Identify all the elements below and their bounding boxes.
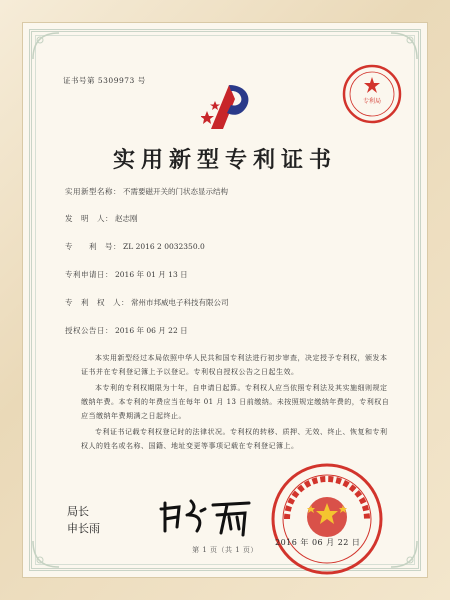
certificate-number <box>63 75 146 86</box>
grant-date-label: 授权公告日： <box>65 326 113 335</box>
director-name: 申长雨 <box>67 522 100 535</box>
patentee-value: 常州市邦威电子科技有限公司 <box>131 298 229 307</box>
field-patent-number <box>65 241 205 252</box>
certificate-paper <box>22 22 428 578</box>
patent-number-value: ZL 2016 2 0032350.0 <box>123 242 205 251</box>
filing-date-value: 2016 年 01 月 13 日 <box>115 270 188 279</box>
paragraph-term-and-fees: 本专利的专利权期限为十年，自申请日起算。专利权人应当依照专利法及其实施细则规定缴纳年费。本专利的年费应当在每年 01 月 13 日前缴纳。未按照规定缴纳年费的，专利权自应当缴纳年费期满之日起终止。 <box>81 384 390 420</box>
certificate-number-suffix: 号 <box>137 76 146 85</box>
director-title: 局长 <box>67 505 89 518</box>
seal-date: 2016 年 06 月 22 日 <box>275 538 361 547</box>
field-utility-name <box>65 186 228 197</box>
signature-block <box>67 503 100 537</box>
paragraph-grant-statement: 本实用新型经过本局依照中华人民共和国专利法进行初步审查，决定授予专利权，颁发本证书并在专利登记簿上予以登记。专利权自授权公告之日起生效。 <box>81 354 388 376</box>
certificate-title: 实用新型专利证书 <box>112 147 337 173</box>
certificate-number-label: 证书号第 <box>63 76 95 85</box>
handwritten-signature-icon <box>157 491 257 541</box>
inventor-value: 赵志刚 <box>115 214 138 223</box>
field-grant-date <box>65 325 188 336</box>
utility-name-value: 不需要磁开关的门状态显示结构 <box>123 187 228 196</box>
patent-office-seal-icon <box>341 63 403 125</box>
grant-date-value: 2016 年 06 月 22 日 <box>115 326 188 335</box>
patent-number-label: 专 利 号： <box>65 242 121 251</box>
field-filing-date <box>65 269 188 280</box>
corner-ornament-icon <box>31 31 61 61</box>
certificate-number-value: 5309973 <box>97 76 135 85</box>
corner-ornament-icon <box>389 31 419 61</box>
field-inventor <box>65 213 138 224</box>
paragraph-legal-status: 专利证书记载专利权登记时的法律状况。专利权的转移、质押、无效、终止、恢复和专利权人的姓名或名称、国籍、地址变更等事项记载在专利登记簿上。 <box>81 428 388 450</box>
filing-date-label: 专利申请日： <box>65 270 113 279</box>
national-emblem-seal-icon <box>267 459 387 579</box>
page-number: 第 1 页（共 1 页） <box>192 546 258 554</box>
patentee-label: 专 利 权 人： <box>65 298 129 307</box>
patent-office-logo-icon <box>201 79 257 139</box>
inventor-label: 发 明 人： <box>65 214 113 223</box>
svg-text:专利局: 专利局 <box>362 98 382 105</box>
field-patentee <box>65 297 229 308</box>
utility-name-label: 实用新型名称： <box>65 187 121 196</box>
